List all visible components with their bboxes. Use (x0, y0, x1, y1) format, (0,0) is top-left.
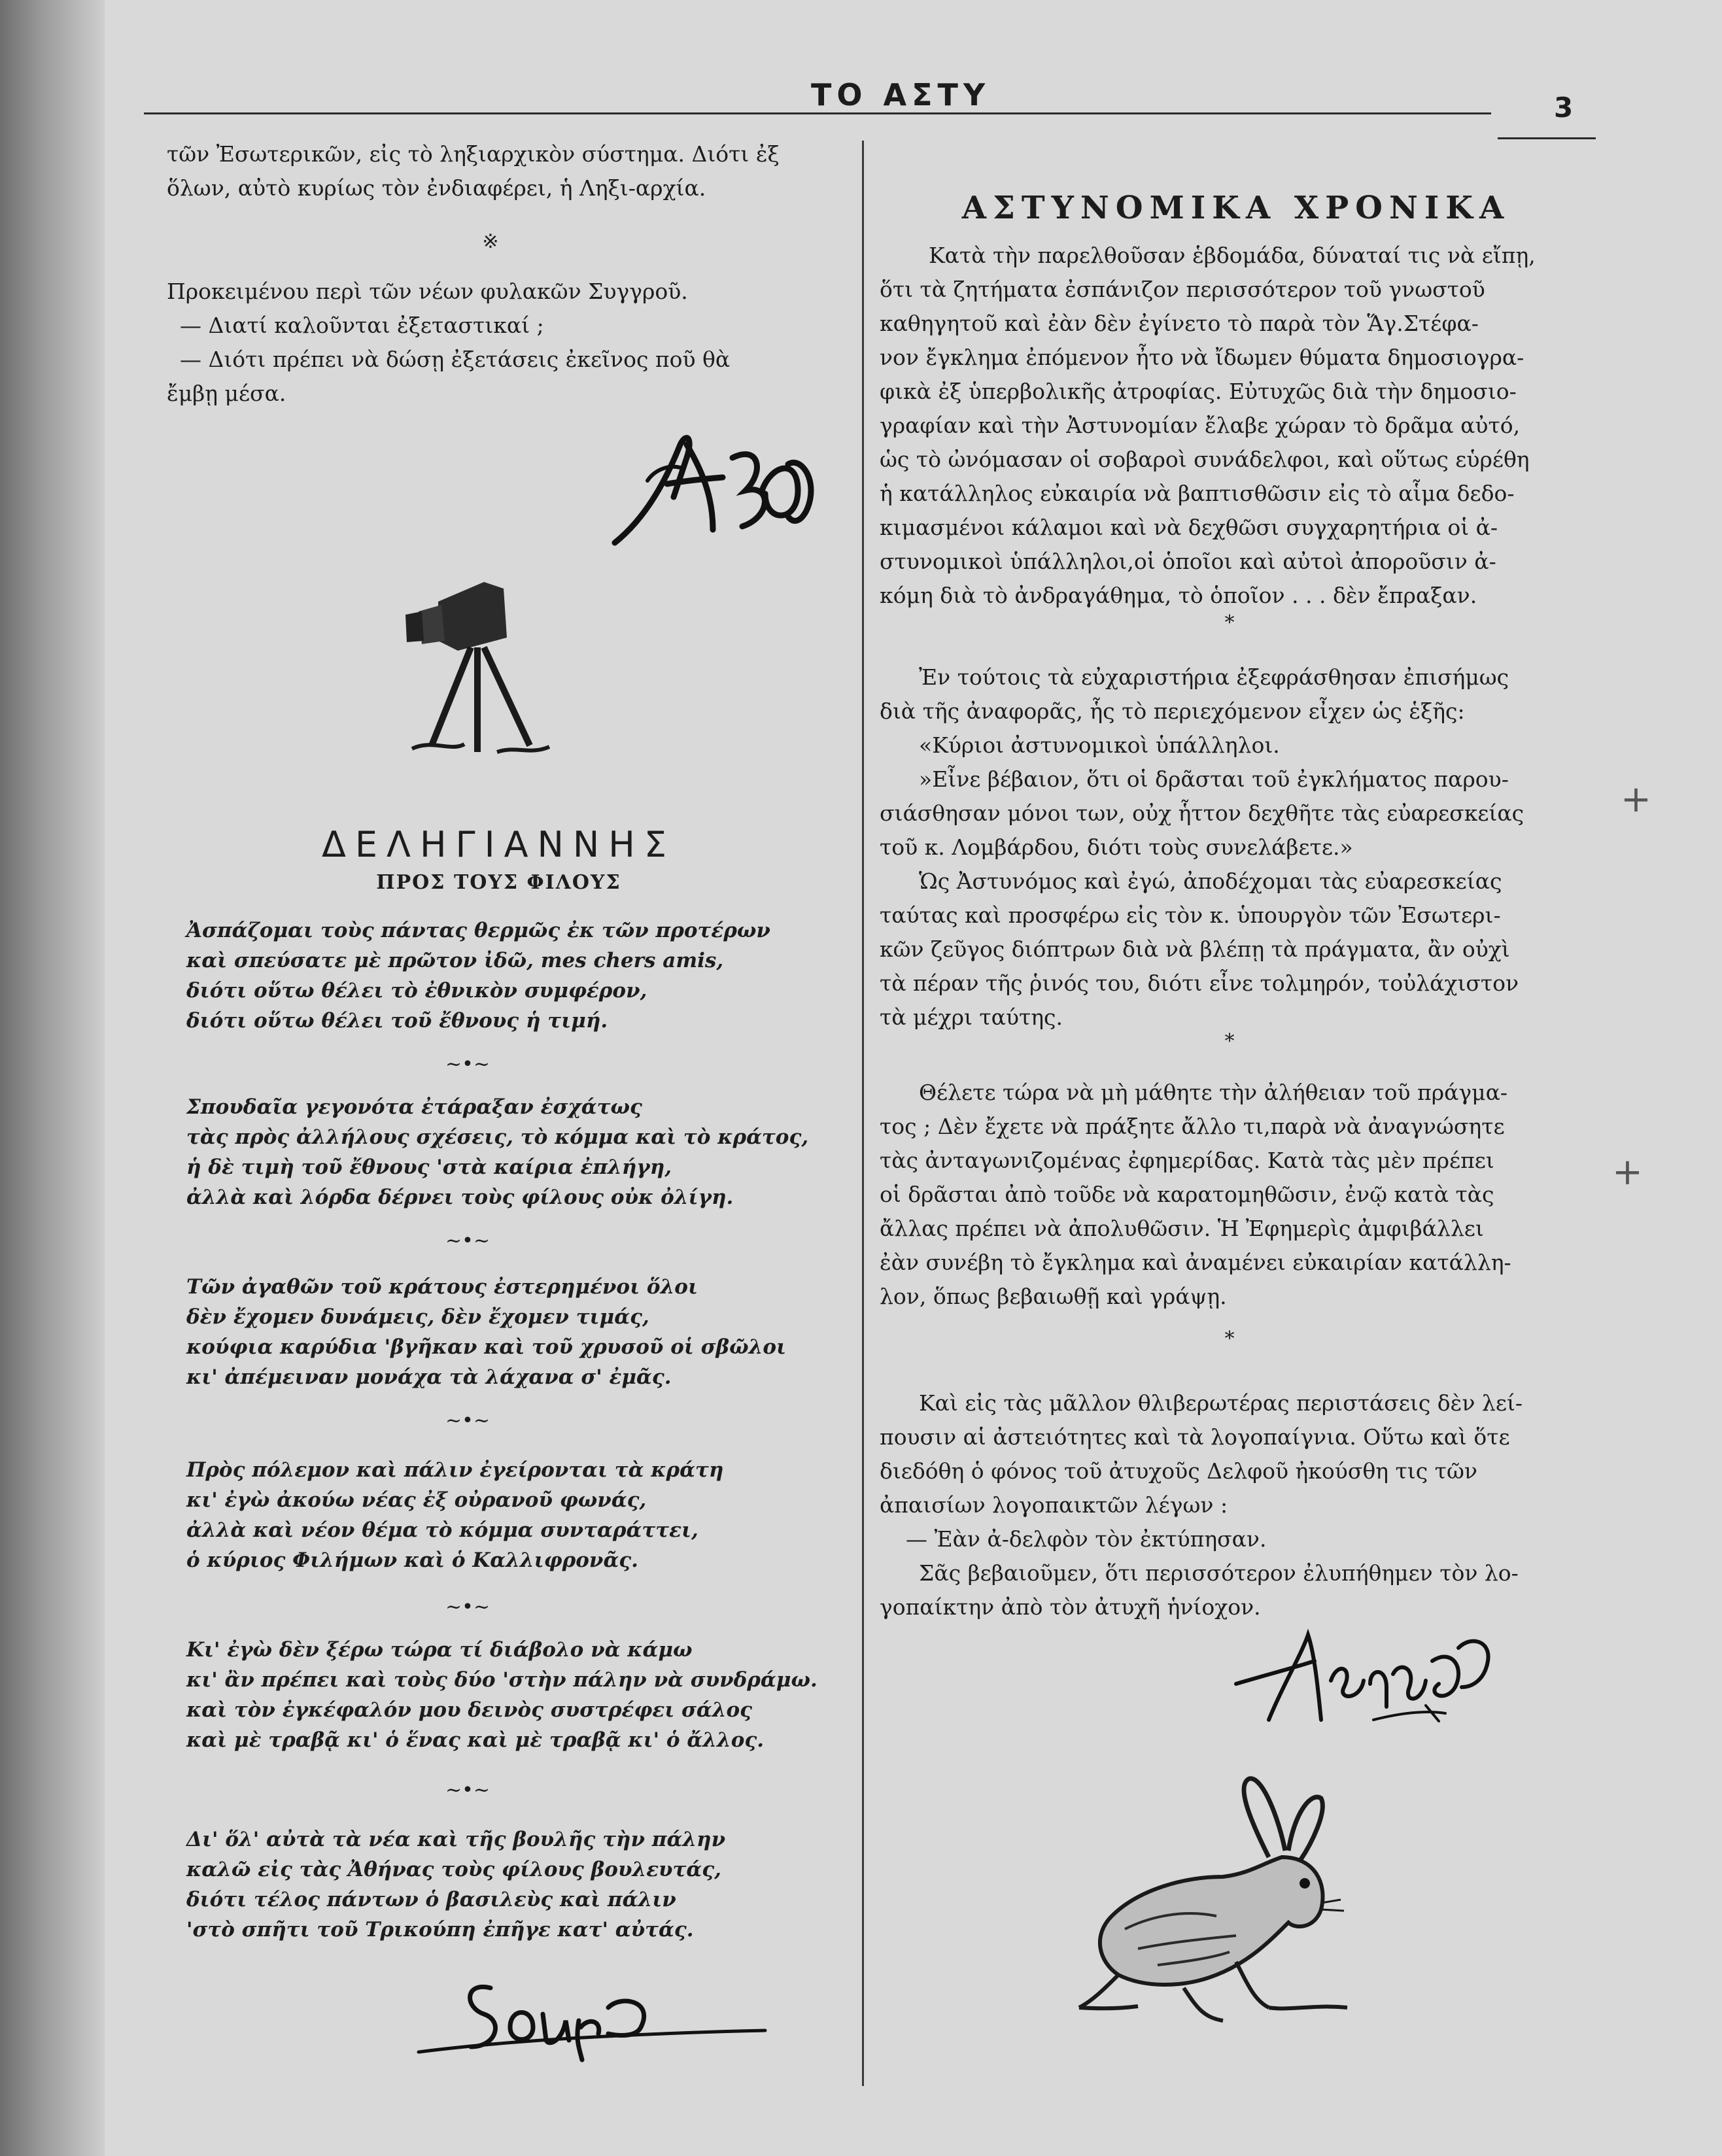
text-line: Ὡς Ἀστυνόμος καὶ ἐγώ, ἀποδέχομαι τὰς εὐαρεσκείας (919, 868, 1502, 894)
verse-line: Σπουδαῖα γεγονότα ἐτάραξαν ἐσχάτως (186, 1095, 642, 1119)
verse-line: καὶ τὸν ἐγκέφαλόν μου δεινὸς συστρέφει σάλος (186, 1698, 753, 1722)
verse-line: ἀλλὰ καὶ λόρδα δέρνει τοὺς φίλους οὐκ ὀλίγη. (186, 1186, 734, 1209)
text-line: ὅτι τὰ ζητήματα ἐσπάνιζον περισσότερον τοῦ γνωστοῦ (880, 277, 1485, 302)
text-line: τῶν Ἐσωτερικῶν, εἰς τὸ ληξιαρχικὸν σύστημα. Διότι ἐξ (167, 141, 780, 167)
hare-illustration (1053, 1766, 1419, 2040)
poem-subtitle: ΠΡΟΣ ΤΟΥΣ ΦΙΛΟΥΣ (376, 871, 621, 894)
text-line: σιάσθησαν μόνοι των, οὐχ ἧττον δεχθῆτε τὰς εὐαρεσκείας (880, 800, 1524, 826)
ornament: ※ (482, 230, 499, 253)
poem-title: ΔΕΛΗΓΙΑΝΝΗΣ (321, 824, 676, 865)
section-title: ΑΣΤΥΝΟΜΙΚΑ ΧΡΟΝΙΚΑ (961, 190, 1511, 226)
text-line: Θέλετε τώρα νὰ μὴ μάθητε τὴν ἀλήθειαν τοῦ πράγμα- (919, 1080, 1508, 1105)
asterisk-separator: * (1224, 611, 1235, 634)
text-line: — Ἐὰν ἀ-δελφὸν τὸν ἐκτύπησαν. (906, 1526, 1267, 1552)
text-line: φικὰ ἐξ ὑπερβολικῆς ἀτροφίας. Εὐτυχῶς διὰ τὴν δημοσιο- (880, 379, 1517, 404)
stanza-separator: ~•~ (445, 1779, 490, 1802)
text-line: κιμασμένοι κάλαμοι καὶ νὰ δεχθῶσι συγχαρητήρια οἱ ἀ- (880, 515, 1498, 540)
right-paragraph-4 (880, 1386, 1589, 1624)
verse-line: διότι τέλος πάντων ὁ βασιλεὺς καὶ πάλιν (186, 1888, 676, 1911)
signature-souris (412, 1968, 778, 2073)
text-line: λον, ὅπως βεβαιωθῇ καὶ γράψῃ. (880, 1284, 1227, 1309)
text-line: οἱ δρᾶσται ἀπὸ τοῦδε νὰ καρατομηθῶσιν, ἐνῷ κατὰ τὰς (880, 1182, 1494, 1207)
text-line: πουσιν αἱ ἀστειότητες καὶ τὰ λογοπαίγνια. Οὕτω καὶ ὅτε (880, 1424, 1510, 1450)
stanza-separator: ~•~ (445, 1053, 490, 1076)
page-number-rule (1498, 137, 1596, 139)
asterisk-separator: * (1224, 1030, 1235, 1053)
text-line: κῶν ζεῦγος διόπτρων διὰ νὰ βλέπῃ τὰ πράγματα, ἂν οὐχὶ (880, 936, 1510, 962)
text-line: ἡ κατάλληλος εὐκαιρία νὰ βαπτισθῶσιν εἰς τὸ αἷμα δεδο- (880, 481, 1515, 506)
text-line: στυνομικοὶ ὑπάλληλοι,οἱ ὁποῖοι καὶ αὐτοὶ ἀποροῦσιν ἀ- (880, 549, 1496, 574)
verse-line: Κι' ἐγὼ δὲν ξέρω τώρα τί διάβολο νὰ κάμω (186, 1638, 693, 1662)
text-line: κόμη διὰ τὸ ἀνδραγάθημα, τὸ ὁποῖον . . . δὲν ἔπραξαν. (880, 583, 1477, 608)
verse-line: κι' ἂν πρέπει καὶ τοὺς δύο 'στὴν πάλην νὰ συνδράμω. (186, 1668, 818, 1692)
margin-mark: + (1612, 1151, 1643, 1193)
text-line: Καὶ εἰς τὰς μᾶλλον θλιβερωτέρας περιστάσεις δὲν λεί- (919, 1390, 1523, 1416)
text-line: γραφίαν καὶ τὴν Ἀστυνομίαν ἔλαβε χώραν τὸ δρᾶμα αὐτό, (880, 413, 1521, 438)
text-line: ἐὰν συνέβη τὸ ἔγκλημα καὶ ἀναμένει εὐκαιρίαν κατάλλη- (880, 1250, 1511, 1275)
verse-line: τὰς πρὸς ἀλλήλους σχέσεις, τὸ κόμμα καὶ τὸ κράτος, (186, 1125, 809, 1149)
text-line: ὡς τὸ ὠνόμασαν οἱ σοβαροὶ συνάδελφοι, καὶ οὕτως εὑρέθη (880, 447, 1530, 472)
stanza-separator: ~•~ (445, 1409, 490, 1432)
text-line: τὰ πέραν τῆς ῥινός του, διότι εἶνε τολμηρόν, τοὐλάχιστον (880, 970, 1519, 996)
signature-souris-drawing (412, 1968, 778, 2073)
text-line: ἔμβῃ μέσα. (167, 381, 286, 406)
verse-line: καὶ μὲ τραβᾷ κι' ὁ ἕνας καὶ μὲ τραβᾷ κι' ὁ ἄλλος. (186, 1728, 765, 1752)
verse-line: ἀλλὰ καὶ νέον θέμα τὸ κόμμα συνταράττει, (186, 1518, 698, 1542)
text-line: «Κύριοι ἀστυνομικοὶ ὑπάλληλοι. (919, 732, 1280, 758)
running-title: ΤΟ ΑΣΤΥ (811, 77, 991, 112)
right-paragraph-1 (880, 239, 1589, 613)
text-line: Ἐν τούτοις τὰ εὐχαριστήρια ἐξεφράσθησαν ἐπισήμως (919, 664, 1509, 690)
text-line: τος ; Δὲν ἔχετε νὰ πράξητε ἄλλο τι,παρὰ νὰ ἀναγνώσητε (880, 1114, 1505, 1139)
text-line: τὰ μέχρι ταύτης. (880, 1004, 1063, 1030)
poem-stanza-1 (186, 915, 840, 1036)
stanza-separator: ~•~ (445, 1229, 490, 1252)
right-paragraph-3 (880, 1076, 1589, 1314)
signature-astynomos-drawing (1230, 1622, 1517, 1739)
verse-line: διότι οὕτω θέλει τοῦ ἔθνους ἡ τιμή. (186, 1009, 608, 1033)
text-line: ἀπαισίων λογοπαικτῶν λέγων : (880, 1492, 1228, 1518)
poem-stanza-3 (186, 1272, 840, 1392)
verse-line: καὶ σπεύσατε μὲ πρῶτον ἰδῶ, mes chers amis, (186, 949, 724, 972)
text-line: — Διατί καλοῦνται ἐξεταστικαί ; (180, 313, 544, 338)
text-line: Κατὰ τὴν παρελθοῦσαν ἑβδομάδα, δύναταί τις νὰ εἴπῃ, (929, 243, 1536, 268)
verse-line: Τῶν ἀγαθῶν τοῦ κράτους ἐστερημένοι ὅλοι (186, 1275, 698, 1299)
text-line: ὅλων, αὐτὸ κυρίως τὸν ἐνδιαφέρει, ἡ Ληξι-αρχία. (167, 175, 706, 201)
signature-astynomos (1230, 1622, 1517, 1739)
text-line: καθηγητοῦ καὶ ἐὰν δὲν ἐγίνετο τὸ παρὰ τὸν Ἅγ.Στέφα- (880, 311, 1479, 336)
poem-stanza-6 (186, 1824, 840, 1945)
text-line: γοπαίκτην ἀπὸ τὸν ἀτυχῆ ἡνίοχον. (880, 1594, 1261, 1620)
verse-line: κι' ἐγὼ ἀκούω νέας ἐξ οὐρανοῦ φωνάς, (186, 1488, 647, 1512)
signature-axos (602, 419, 824, 556)
column-divider (862, 141, 864, 2086)
text-line: διεδόθη ὁ φόνος τοῦ ἀτυχοῦς Δελφοῦ ἠκούσθη τις τῶν (880, 1458, 1477, 1484)
text-line: Σᾶς βεβαιοῦμεν, ὅτι περισσότερον ἐλυπήθημεν τὸν λο- (919, 1560, 1519, 1586)
verse-line: διότι οὕτω θέλει τὸ ἐθνικὸν συμφέρον, (186, 979, 647, 1002)
page-number: 3 (1554, 92, 1574, 124)
left-intro (167, 137, 831, 205)
verse-line: ὁ κύριος Φιλήμων καὶ ὁ Καλλιφρονᾶς. (186, 1549, 638, 1572)
verse-line: δὲν ἔχομεν δυνάμεις, δὲν ἔχομεν τιμάς, (186, 1305, 649, 1329)
binding-shadow (0, 0, 105, 2156)
poem-stanza-4 (186, 1455, 840, 1575)
verse-line: 'στὸ σπῆτι τοῦ Τρικούπη ἐπῆγε κατ' αὐτάς. (186, 1918, 694, 1942)
text-line: τοῦ κ. Λομβάρδου, διότι τοὺς συνελάβετε.» (880, 834, 1353, 860)
signature-axos-drawing (602, 419, 824, 556)
camera-illustration (392, 575, 562, 759)
poem-stanza-5 (186, 1635, 840, 1755)
asterisk-separator: * (1224, 1327, 1235, 1350)
text-line: διὰ τῆς ἀναφορᾶς, ἧς τὸ περιεχόμενον εἶχεν ὡς ἑξῆς: (880, 698, 1465, 724)
text-line: ταύτας καὶ προσφέρω εἰς τὸν κ. ὑπουργὸν τῶν Ἐσωτερι- (880, 902, 1501, 928)
left-dialog (167, 275, 831, 411)
text-line: ἄλλας πρέπει νὰ ἀπολυθῶσιν. Ἡ Ἐφημερὶς ἀμφιβάλλει (880, 1216, 1484, 1241)
text-line: Προκειμένου περὶ τῶν νέων φυλακῶν Συγγροῦ. (167, 279, 688, 304)
text-line: νον ἔγκλημα ἐπόμενον ἦτο νὰ ἴδωμεν θύματα δημοσιογρα- (880, 345, 1524, 370)
verse-line: Ἀσπάζομαι τοὺς πάντας θερμῶς ἐκ τῶν προτέρων (186, 919, 770, 942)
margin-mark: + (1621, 778, 1651, 821)
verse-line: Δι' ὅλ' αὐτὰ τὰ νέα καὶ τῆς βουλῆς τὴν πάλην (186, 1828, 726, 1851)
right-paragraph-2 (880, 660, 1589, 1035)
stanza-separator: ~•~ (445, 1596, 490, 1618)
verse-line: καλῶ εἰς τὰς Ἀθήνας τοὺς φίλους βουλευτάς, (186, 1858, 721, 1881)
header-rule (144, 112, 1491, 114)
poem-stanza-2 (186, 1092, 840, 1212)
text-line: τὰς ἀνταγωνιζομένας ἐφημερίδας. Κατὰ τὰς μὲν πρέπει (880, 1148, 1494, 1173)
text-line: — Διότι πρέπει νὰ δώσῃ ἐξετάσεις ἐκεῖνος ποῦ θὰ (180, 347, 731, 372)
text-line: »Εἶνε βέβαιον, ὅτι οἱ δρᾶσται τοῦ ἐγκλήματος παρου- (919, 766, 1509, 792)
verse-line: κι' ἀπέμειναν μονάχα τὰ λάχανα σ' ἐμᾶς. (186, 1365, 672, 1389)
verse-line: ἡ δὲ τιμὴ τοῦ ἔθνους 'στὰ καίρια ἐπλήγη, (186, 1155, 672, 1179)
verse-line: κούφια καρύδια 'βγῆκαν καὶ τοῦ χρυσοῦ οἱ σβῶλοι (186, 1335, 787, 1359)
verse-line: Πρὸς πόλεμον καὶ πάλιν ἐγείρονται τὰ κράτη (186, 1458, 724, 1482)
